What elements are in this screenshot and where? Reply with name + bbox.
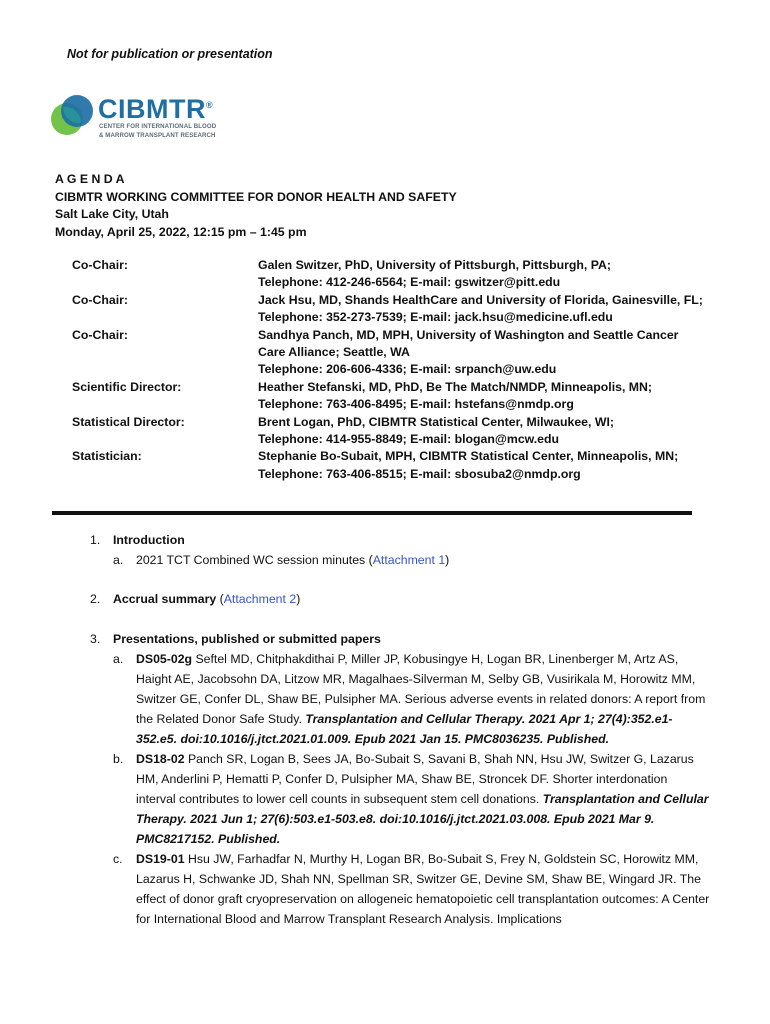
roster-role: Statistician:: [72, 449, 142, 464]
attachment-2-link[interactable]: Attachment 2: [223, 592, 297, 606]
agenda-item-presentations: 3. Presentations, published or submitted papers a. DS05-02g Seftel MD, Chitphakdithai P, Miller JP, Kobusingye H, Logan BR, Linenberger M, Artz AS, Haight AE, Jacobsohn DA, Litzow MR, Magalhaes-Silverman M, Selby GB, Vusirikala M, Horowitz MM, Switzer GE, Confer DL, Shaw BE, Pulsipher MA. Serious adverse events in related donors: A report from the Related Donor Safe Study. Transplantation and Cellular Therapy. 2021 Apr 1; 27(4):352.e1-352.e5. doi:10.1016/j.jtct.2021.01.009. Epub 2021 Jan 15. PMC8036235. Published. b. DS18-02 Panch SR, Logan B, Sees JA, Bo-Subait S, Savani B, Shah NN, Hsu JW, Switzer G, Lazarus HM, Anderlini P, Hematti P, Confer D, Pulsipher MA, Shaw BE, Stroncek DF. Shorter interdonation interval contributes to lower cell counts in subsequent stem cell donations. Transplantation and Cellular Therapy. 2021 Jun 1; 27(6):503.e1-503.e8. doi:10.1016/j.jtct.2021.03.008. Epub 2021 Mar 9. PMC8217152. Published. c. DS19-01 Hsu JW, Farhadfar N, Murthy H, Logan BR, Bo-Subait S, Frey N, Goldstein SC, Horowitz MM, Lazarus H, Schwanke JD, Shah NN, Spellman SR, Switzer GE, Devine SM, Shaw BE, Wingard JR. The effect of donor graft cryopreservation on allogeneic hematopoietic cell transplantation outcomes: A Center for International Blood and Marrow Transplant Research Analysis. Implications: [90, 629, 710, 929]
agenda-subitem: a. DS05-02g Seftel MD, Chitphakdithai P, Miller JP, Kobusingye H, Logan BR, Linenberger M, Artz AS, Haight AE, Jacobsohn DA, Litzow MR, Magalhaes-Silverman M, Selby GB, Vusirikala M, Horowitz MM, Switzer GE, Confer DL, Shaw BE, Pulsipher MA. Serious adverse events in related donors: A report from the Related Donor Safe Study. Transplantation and Cellular Therapy. 2021 Apr 1; 27(4):352.e1-352.e5. doi:10.1016/j.jtct.2021.01.009. Epub 2021 Jan 15. PMC8036235. Published.: [113, 652, 706, 746]
citation: Transplantation and Cellular Therapy. 2021 Apr 1; 27(4):352.e1-352.e5. doi:10.1016/j.jtct.2021.01.009. Epub 2021 Jan 15. PMC8036235. Published.: [136, 712, 673, 746]
publication-notice: Not for publication or presentation: [67, 47, 273, 61]
roster-row: [72, 327, 712, 379]
roster-detail: Heather Stefanski, MD, PhD, Be The Match/NMDP, Minneapolis, MN; Telephone: 763-406-8495; E-mail: hstefans@nmdp.org: [258, 379, 653, 412]
roster-role: Scientific Director:: [72, 379, 182, 394]
cibmtr-logo: [50, 92, 230, 142]
committee-name: CIBMTR WORKING COMMITTEE FOR DONOR HEALTH AND SAFETY: [55, 189, 457, 204]
agenda-item-title: Accrual summary: [113, 592, 217, 606]
roster-row: [72, 379, 712, 414]
roster-detail: Stephanie Bo-Subait, MPH, CIBMTR Statistical Center, Minneapolis, MN; Telephone: 763-406-8515; E-mail: sbosuba2@nmdp.org: [258, 449, 679, 481]
logo-wordmark: CIBMTR®: [98, 94, 214, 124]
agenda-heading: A G E N D A: [55, 172, 125, 186]
roster-role: Statistical Director:: [72, 414, 185, 429]
roster-row: [72, 292, 712, 327]
attachment-1-link[interactable]: Attachment 1: [372, 553, 446, 567]
agenda-subitem: a. 2021 TCT Combined WC session minutes (Attachment 1): [113, 553, 450, 567]
agenda-item-introduction: 1. Introduction a. 2021 TCT Combined WC session minutes (Attachment 1): [90, 530, 710, 570]
cibmtr-logo-mark-icon: [50, 92, 96, 140]
roster-role: Co-Chair:: [72, 292, 129, 307]
agenda-item-title: Introduction: [113, 533, 185, 547]
agenda-item-title: Presentations, published or submitted papers: [113, 632, 381, 646]
section-divider: [52, 511, 692, 515]
logo-subtitle: CENTER FOR INTERNATIONAL BLOOD & MARROW TRANSPLANT RESEARCH: [99, 123, 217, 139]
roster-row: [72, 414, 712, 449]
roster-row: [72, 257, 712, 292]
roster-role: Co-Chair:: [72, 258, 129, 272]
agenda-list: [90, 530, 710, 929]
committee-roster: [72, 257, 712, 483]
roster-detail: Jack Hsu, MD, Shands HealthCare and University of Florida, Gainesville, FL; Telephone: 352-273-7539; E-mail: jack.hsu@medicine.ufl.edu: [258, 292, 703, 325]
roster-role: Co-Chair:: [72, 327, 129, 342]
roster-detail: Galen Switzer, PhD, University of Pittsburgh, Pittsburgh, PA; Telephone: 412-246-6564; E-mail: gswitzer@pitt.edu: [258, 258, 612, 290]
agenda-item-accrual-summary: 2. Accrual summary (Attachment 2): [90, 592, 301, 606]
citation: Transplantation and Cellular Therapy. 2021 Jun 1; 27(6):503.e1-503.e8. doi:10.1016/j.jtct.2021.03.008. Epub 2021 Mar 9. PMC8217152. Published.: [136, 792, 709, 846]
meeting-location: Salt Lake City, Utah: [55, 207, 169, 221]
agenda-subitem: c. DS19-01 Hsu JW, Farhadfar N, Murthy H, Logan BR, Bo-Subait S, Frey N, Goldstein SC, Horowitz MM, Lazarus H, Schwanke JD, Shah NN, Spellman SR, Switzer GE, Devine SM, Shaw BE, Wingard JR. The effect of donor graft cryopreservation on allogeneic hematopoietic cell transplantation outcomes: A Center for International Blood and Marrow Transplant Research Analysis. Implications: [113, 852, 710, 926]
roster-detail: Sandhya Panch, MD, MPH, University of Washington and Seattle Cancer Care Alliance; Seattle, WA Telephone: 206-606-4336; E-mail: srpanch@uw.edu: [258, 327, 679, 377]
agenda-header: [55, 171, 457, 241]
roster-detail: Brent Logan, PhD, CIBMTR Statistical Center, Milwaukee, WI; Telephone: 414-955-8849; E-mail: blogan@mcw.edu: [258, 414, 614, 447]
study-id: DS18-02: [136, 752, 185, 766]
meeting-datetime: Monday, April 25, 2022, 12:15 pm – 1:45 pm: [55, 224, 307, 239]
study-id: DS19-01: [136, 852, 185, 866]
roster-row: [72, 448, 712, 483]
agenda-subitem: b. DS18-02 Panch SR, Logan B, Sees JA, Bo-Subait S, Savani B, Shah NN, Hsu JW, Switzer G, Lazarus HM, Anderlini P, Hematti P, Confer D, Pulsipher MA, Shaw BE, Stroncek DF. Shorter interdonation interval contributes to lower cell counts in subsequent stem cell donations. Transplantation and Cellular Therapy. 2021 Jun 1; 27(6):503.e1-503.e8. doi:10.1016/j.jtct.2021.03.008. Epub 2021 Mar 9. PMC8217152. Published.: [113, 752, 709, 846]
study-id: DS05-02g: [136, 652, 193, 666]
